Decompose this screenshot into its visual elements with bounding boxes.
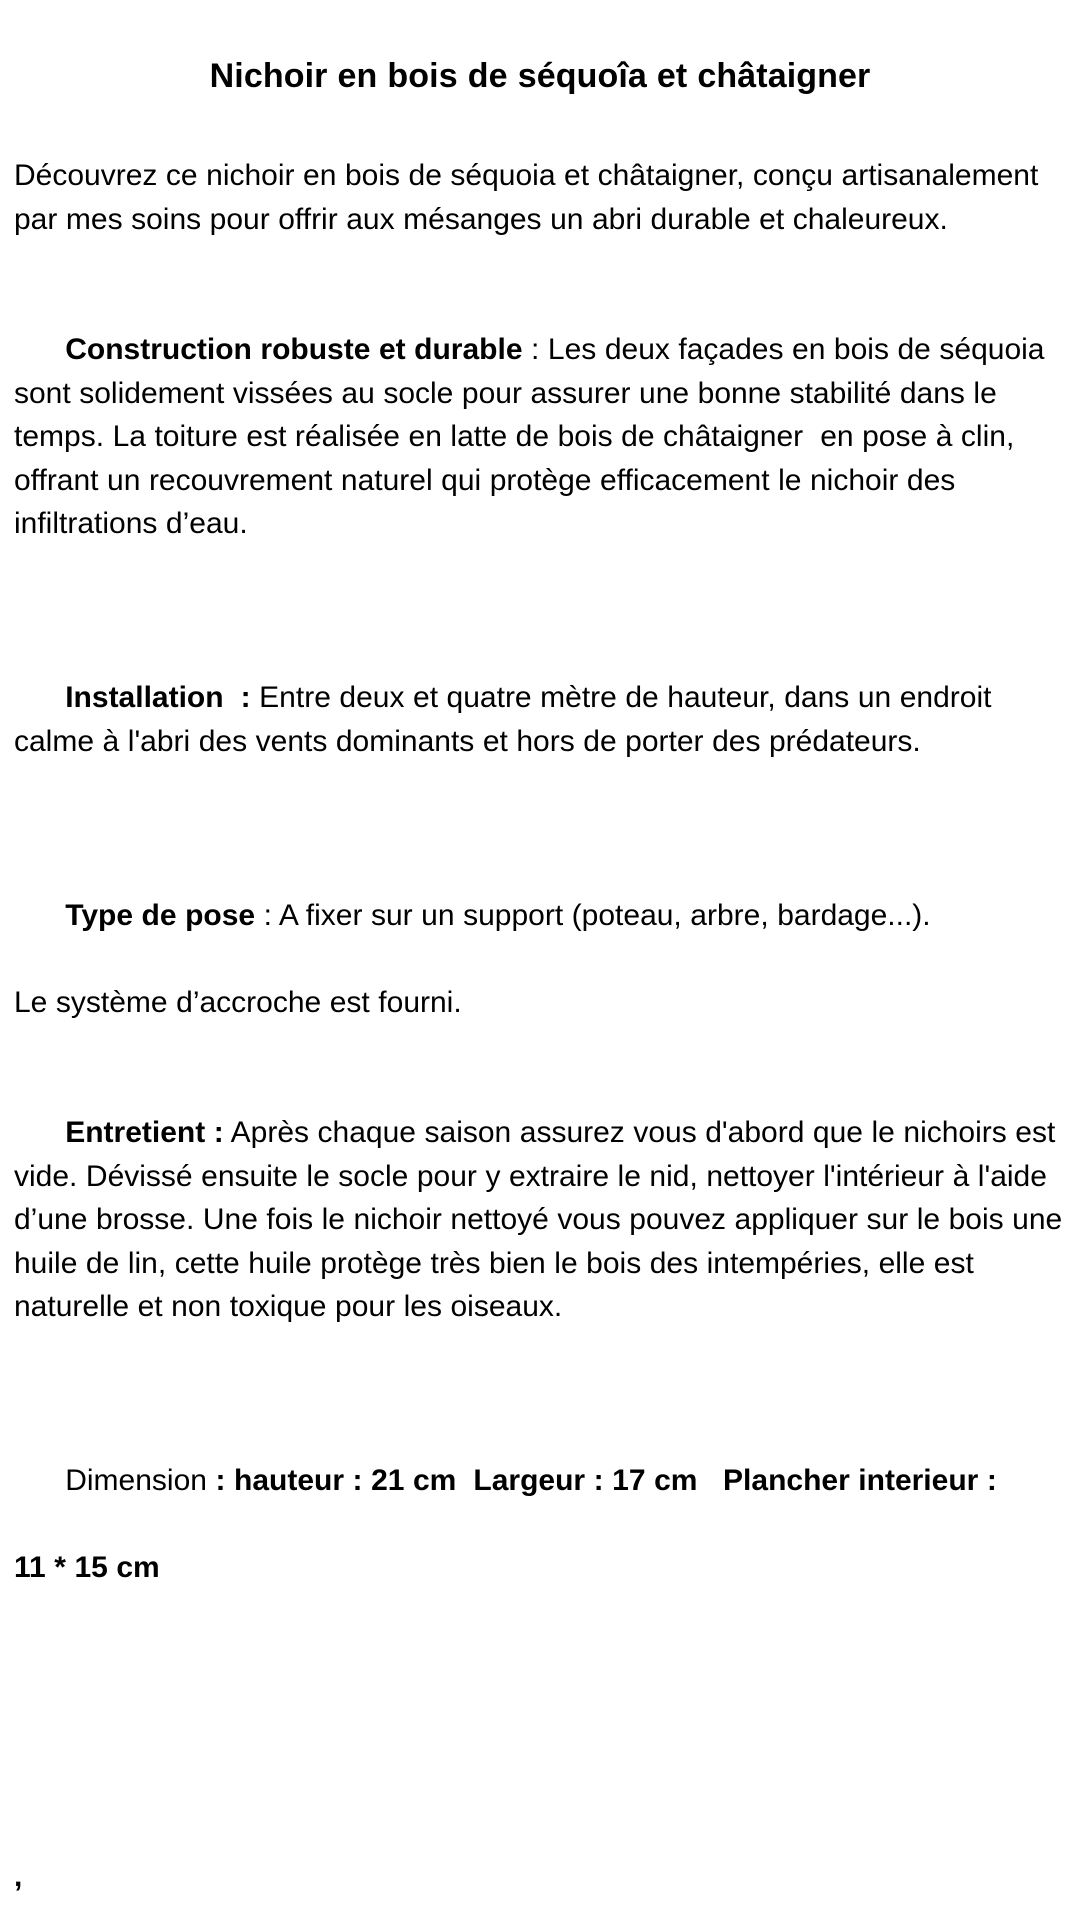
- dimension-floor-size: 11 * 15 cm: [14, 1551, 160, 1584]
- section-construction-label: Construction robuste et durable: [65, 333, 523, 366]
- dimension-label: Dimension: [65, 1464, 207, 1497]
- intro-paragraph: Découvrez ce nichoir en bois de séquoia et châtaigner, conçu artisanalement par mes soins pour offrir aux mésanges un abri durable et chaleureux.: [14, 159, 1047, 236]
- section-construction-body: : Les deux façades en bois de séquoia sont solidement vissées au socle pour assurer une bonne stabilité dans le temps. La toiture est réalisée en latte de bois de châtaigner en pose à clin, offrant un recouvrement naturel qui protège efficacement le nichoir des infiltrations d’eau.: [14, 333, 1054, 540]
- section-type-de-pose: [14, 850, 1066, 981]
- section-entretient: [14, 1068, 1071, 1373]
- section-entretient-label: Entretient :: [65, 1116, 224, 1149]
- section-installation-body: Entre deux et quatre mètre de hauteur, dans un endroit calme à l'abri des vents dominants et hors de porter des prédateurs.: [14, 681, 1001, 758]
- document-body: [14, 104, 1071, 1590]
- section-type-de-pose-label: Type de pose: [65, 898, 256, 932]
- page-title: Nichoir en bois de séquoîa et châtaigner: [209, 57, 871, 95]
- section-entretient-body: Après chaque saison assurez vous d'abord que le nichoirs est vide. Dévissé ensuite le socle pour y extraire le nid, nettoyer l'intérieur à l'aide d’une brosse. Une fois le nichoir nettoyé vous pouvez appliquer sur le bois une huile de lin, cette huile protège très bien le bois des intempéries, elle est naturelle et non toxique pour les oiseaux.: [14, 1116, 1071, 1323]
- trailing-comma-mark: ,: [14, 1860, 23, 1893]
- section-type-de-pose-extra-line: Le système d’accroche est fourni.: [14, 985, 462, 1019]
- section-construction: [14, 285, 1066, 590]
- section-installation-label: Installation :: [65, 681, 251, 714]
- dimension-line: [14, 1416, 1066, 1547]
- dimension-values: : hauteur : 21 cm Largeur : 17 cm Plancher interieur :: [206, 1464, 997, 1497]
- section-installation: [14, 633, 1066, 807]
- section-type-de-pose-body: : A fixer sur un support (poteau, arbre, bardage...).: [255, 898, 931, 932]
